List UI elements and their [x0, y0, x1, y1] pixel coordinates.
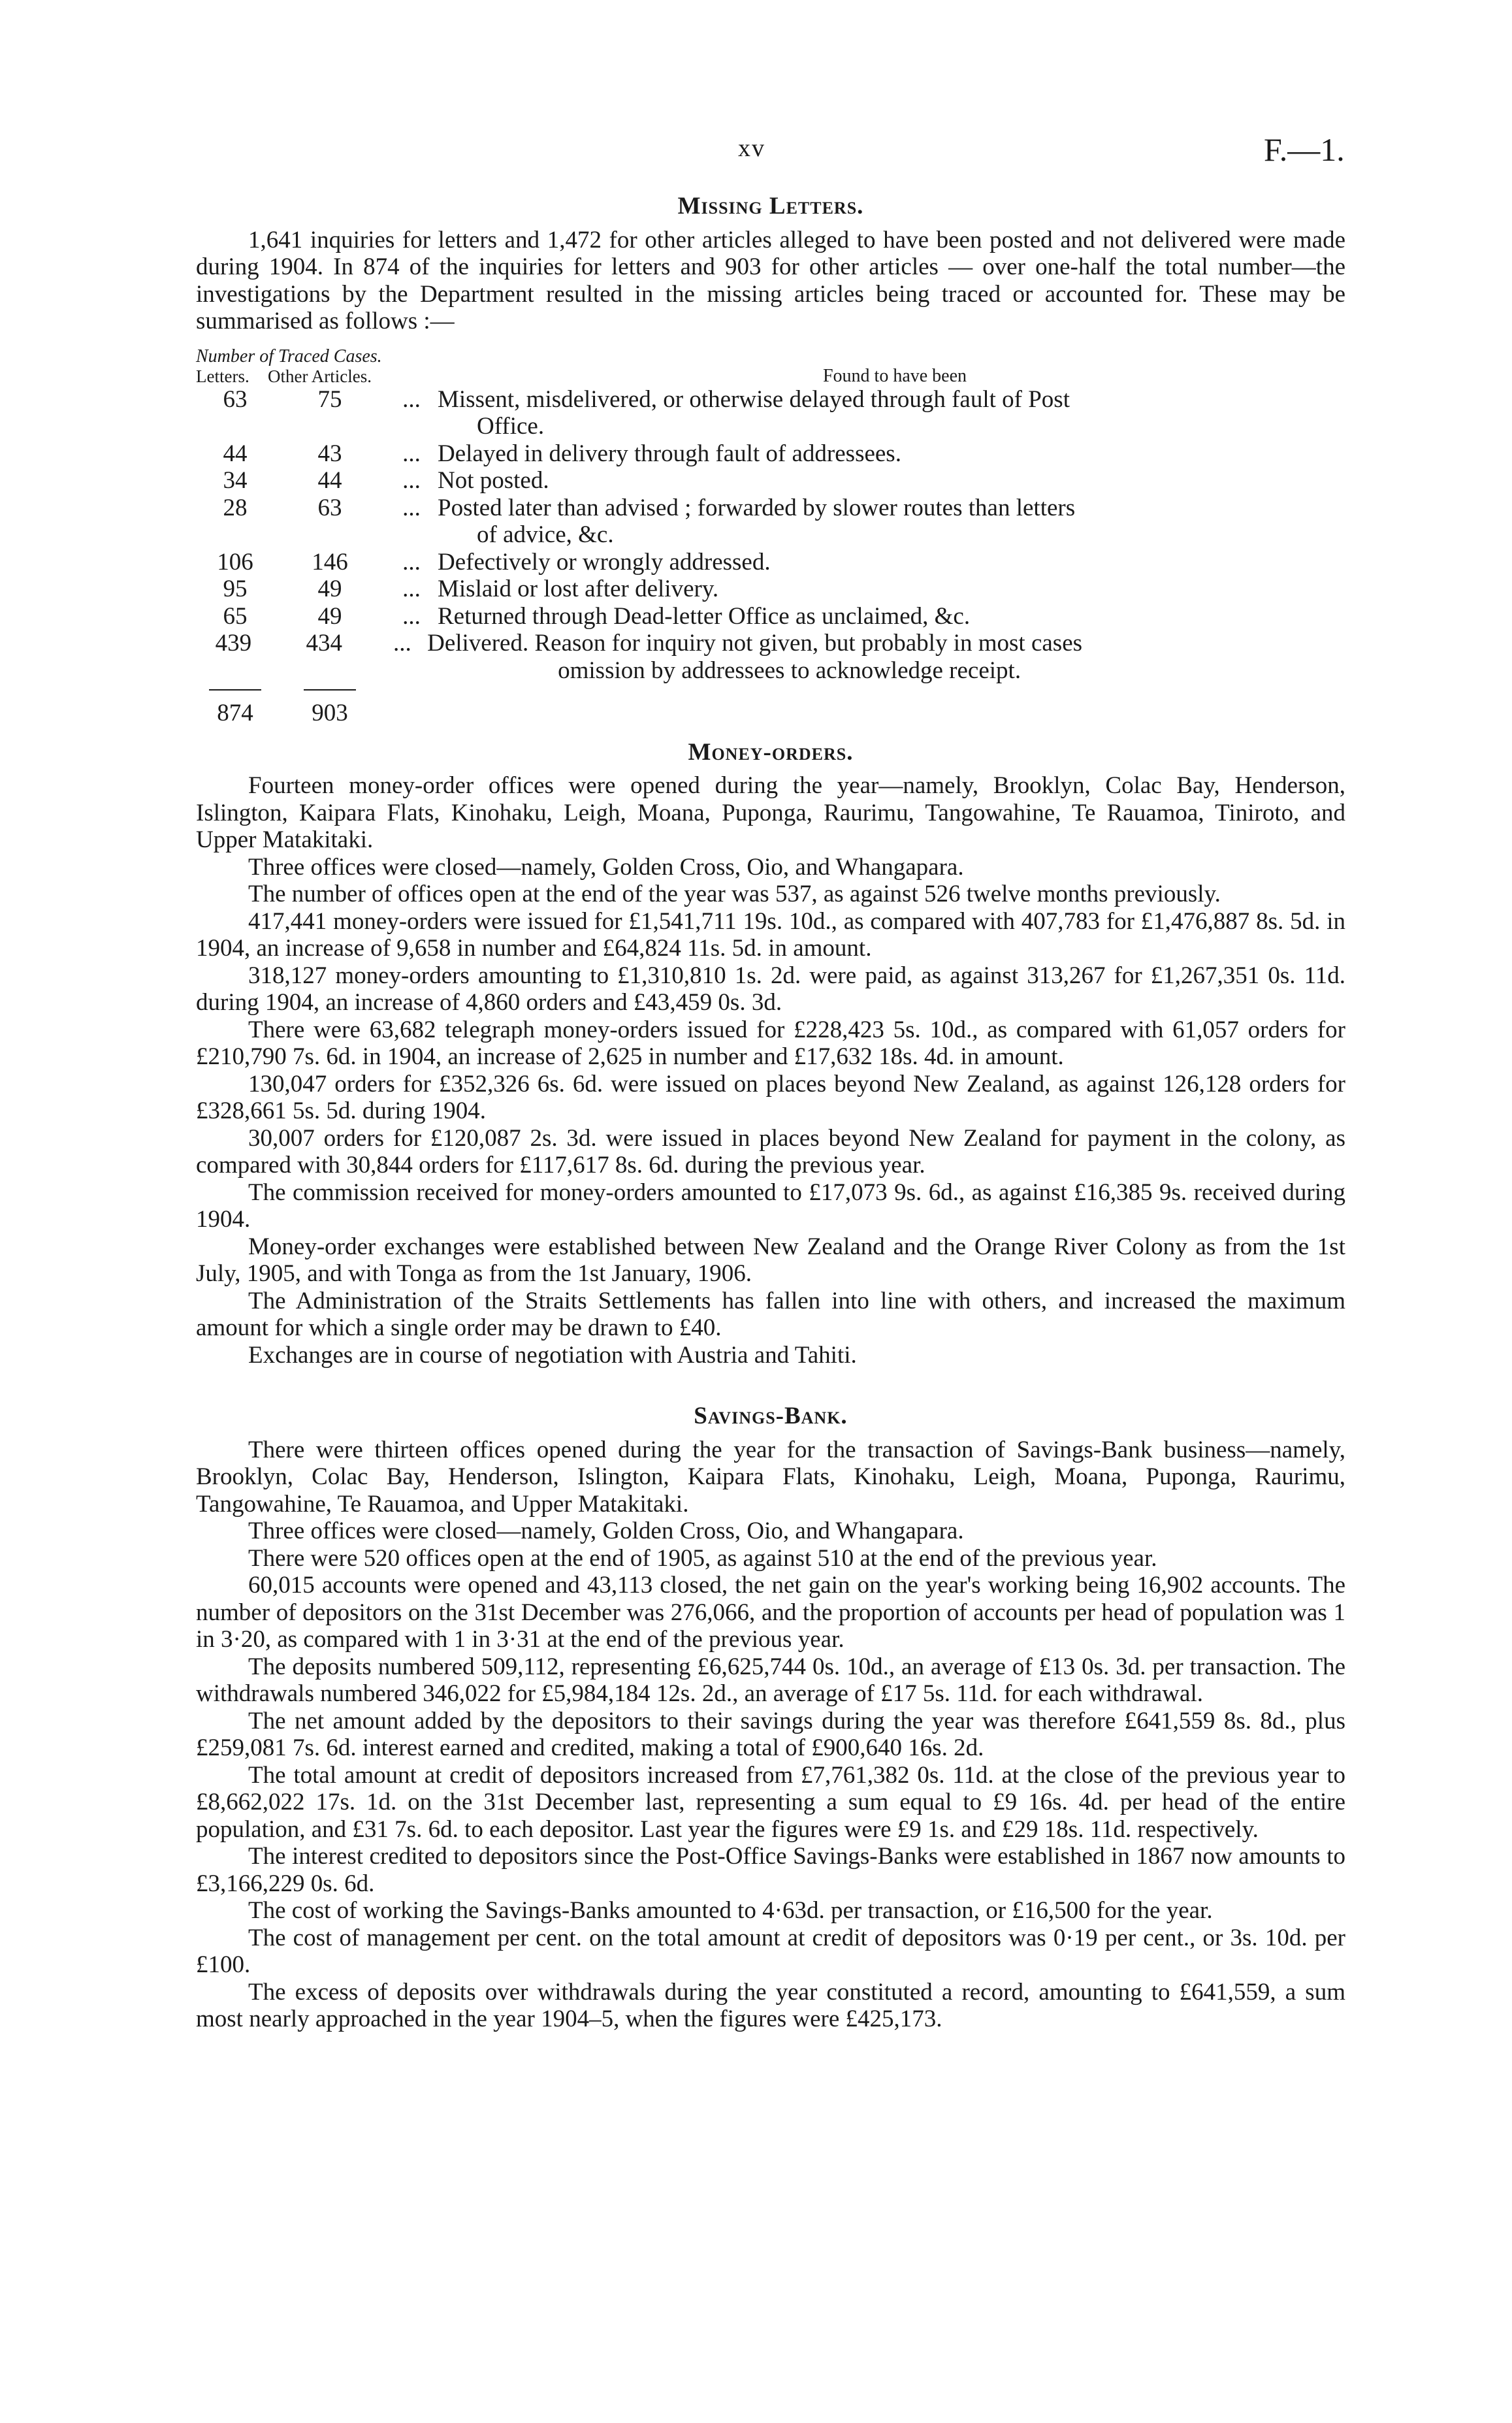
table-row	[196, 467, 1345, 495]
paragraph: Three offices were closed—namely, Golden Cross, Oio, and Whangapara.	[248, 1518, 964, 1544]
cell-other: 49	[317, 576, 342, 602]
paragraph: Exchanges are in course of negotiation with Austria and Tahiti.	[248, 1341, 857, 1369]
description-text: Delivered. Reason for inquiry not given, but probably in most cases	[427, 630, 1083, 657]
divider	[304, 689, 356, 691]
paragraph: 1,641 inquiries for letters and 1,472 for other articles alleged to have been posted and not delivered were made during 1904. In 874 of the inquiries for letters and 903 for other articles — over one-half the total number—the investigations by the Department resulted in the missing articles being traced or accounted for. These may be summarised as follows :—	[196, 226, 1345, 334]
column-header-letters: Letters.	[196, 366, 249, 386]
total-letters: 874	[217, 700, 253, 726]
paragraph: The Administration of the Straits Settlements has fallen into line with others, and increased the maximum amount for which a single order may be drawn to £40.	[196, 1287, 1345, 1341]
cell-other: 75	[317, 385, 342, 413]
description-continuation: Office.	[477, 413, 545, 440]
paragraph: 318,127 money-orders amounting to £1,310,810 1s. 2d. were paid, as against 313,267 for £1,267,351 0s. 11d. during 1904, an increase of 4,860 orders and £43,459 0s. 3d.	[196, 962, 1345, 1016]
table-row	[196, 630, 1345, 684]
cell-other: 434	[306, 630, 342, 657]
cell-other: 63	[317, 494, 342, 521]
paragraph: 60,015 accounts were opened and 43,113 closed, the net gain on the year's working being 16,902 accounts. The number of depositors on the 31st December was 276,066, and the proportion of accounts per head of population was 1 in 3·20, as compared with 1 in 3·31 at the end of the previous year.	[196, 1572, 1345, 1653]
description-text: Missent, misdelivered, or otherwise delayed through fault of Post	[438, 385, 1070, 413]
description-text: Not posted.	[438, 467, 549, 494]
paragraph: The cost of management per cent. on the total amount at credit of depositors was 0·19 per cent., or 3s. 10d. per £100.	[196, 1924, 1345, 1978]
paragraph: The excess of deposits over withdrawals during the year constituted a record, amounting to £641,559, a sum most nearly approached in the year 1904–5, when the figures were £425,173.	[196, 1978, 1345, 2032]
section-heading-savings-bank: Savings-Bank.	[694, 1403, 848, 1429]
description-text: Mislaid or lost after delivery.	[438, 576, 719, 602]
cell-description	[438, 603, 1300, 630]
leader-dots: ...	[402, 548, 421, 576]
cell-letters: 439	[215, 630, 252, 657]
document-code: F.—1.	[1264, 131, 1345, 168]
description-text: Defectively or wrongly addressed.	[438, 548, 771, 576]
cell-description	[438, 467, 1300, 495]
cell-other: 44	[317, 467, 342, 494]
paragraph: There were 520 offices open at the end of 1905, as against 510 at the end of the previous year.	[248, 1544, 1157, 1572]
description-continuation: omission by addressees to acknowledge receipt.	[558, 657, 1021, 684]
cell-description	[427, 630, 1345, 684]
section-heading-money-orders: Money-orders.	[688, 738, 854, 766]
description-continuation: of advice, &c.	[477, 521, 614, 548]
paragraph: The interest credited to depositors since the Post-Office Savings-Banks were established in 1867 now amounts to £3,166,229 0s. 6d.	[196, 1843, 1345, 1897]
cell-other: 43	[317, 440, 342, 467]
total-other-articles: 903	[312, 700, 348, 726]
missing-letters-section	[196, 193, 1345, 727]
paragraph: The commission received for money-orders amounted to £17,073 9s. 6d., as against £16,385 9s. received during 1904.	[196, 1179, 1345, 1233]
leader-dots: ...	[402, 576, 421, 602]
leader-dots: ...	[402, 494, 421, 521]
cell-description	[438, 440, 1300, 468]
section-heading-missing-letters: Missing Letters.	[677, 193, 864, 220]
cell-letters: 95	[223, 576, 248, 602]
cell-other: 146	[312, 548, 348, 576]
table-totals	[196, 700, 1345, 727]
paragraph: Money-order exchanges were established between New Zealand and the Orange River Colony as from the 1st July, 1905, and with Tonga as from the 1st January, 1906.	[196, 1233, 1345, 1287]
table-caption: Number of Traced Cases.	[196, 346, 382, 366]
leader-dots: ...	[393, 630, 411, 657]
description-text: Delayed in delivery through fault of addressees.	[438, 440, 901, 467]
cell-description	[438, 549, 1300, 576]
leader-dots: ...	[402, 385, 421, 413]
leader-dots: ...	[402, 602, 421, 630]
paragraph: Three offices were closed—namely, Golden Cross, Oio, and Whangapara.	[248, 853, 964, 881]
paragraph: The total amount at credit of depositors increased from £7,761,382 0s. 11d. at the close of the previous year to £8,662,022 17s. 1d. on the 31st December last, representing a sum equal to £9 16s. 4d. per head of the entire population, and £31 7s. 6d. to each depositor. Last year the figures were £9 1s. and £29 18s. 11d. respectively.	[196, 1761, 1345, 1843]
page-number: xv	[738, 135, 765, 162]
description-text: Posted later than advised ; forwarded by slower routes than letters	[438, 494, 1076, 521]
traced-cases-table	[196, 347, 1345, 727]
cell-description	[438, 576, 1300, 603]
paragraph: 417,441 money-orders were issued for £1,541,711 19s. 10d., as compared with 407,783 for £1,476,887 8s. 5d. in 1904, an increase of 9,658 in number and £64,824 11s. 5d. in amount.	[196, 907, 1345, 962]
paragraph: There were thirteen offices opened during the year for the transaction of Savings-Bank business—namely, Brooklyn, Colac Bay, Henderson, Islington, Kaipara Flats, Kinohaku, Leigh, Moana, Puponga, Raurimu, Tangowahine, Te Rauamoa, and Upper Matakitaki.	[196, 1436, 1345, 1518]
money-orders-section	[196, 739, 1345, 1369]
table-row	[196, 495, 1345, 549]
table-row	[196, 576, 1345, 603]
description-text: Returned through Dead-letter Office as unclaimed, &c.	[438, 602, 971, 630]
table-row	[196, 549, 1345, 576]
table-row	[196, 440, 1345, 468]
column-header-found: Found to have been	[822, 365, 967, 386]
table-row	[196, 603, 1345, 630]
cell-letters: 34	[223, 467, 248, 494]
cell-letters: 44	[223, 440, 248, 467]
paragraph: 30,007 orders for £120,087 2s. 3d. were issued in places beyond New Zealand for payment in the colony, as compared with 30,844 orders for £117,617 8s. 6d. during the previous year.	[196, 1124, 1345, 1179]
cell-description	[438, 386, 1300, 440]
cell-letters: 63	[223, 385, 248, 413]
cell-description	[438, 495, 1300, 549]
table-row	[196, 386, 1345, 440]
cell-letters: 106	[217, 548, 253, 576]
paragraph: The cost of working the Savings-Banks amounted to 4·63d. per transaction, or £16,500 for the year.	[248, 1897, 1213, 1924]
table-header	[196, 366, 1345, 386]
cell-letters: 28	[223, 494, 248, 521]
savings-bank-section	[196, 1403, 1345, 2033]
cell-other: 49	[317, 602, 342, 630]
divider	[209, 689, 261, 691]
paragraph: The number of offices open at the end of the year was 537, as against 526 twelve months previously.	[248, 881, 1221, 907]
leader-dots: ...	[402, 440, 421, 467]
leader-dots: ...	[402, 467, 421, 494]
total-rule	[196, 684, 1345, 696]
paragraph: There were 63,682 telegraph money-orders issued for £228,423 5s. 10d., as compared with 61,057 orders for £210,790 7s. 6d. in 1904, an increase of 2,625 in number and £17,632 18s. 4d. in amount.	[196, 1016, 1345, 1070]
paragraph: Fourteen money-order offices were opened during the year—namely, Brooklyn, Colac Bay, Henderson, Islington, Kaipara Flats, Kinohaku, Leigh, Moana, Puponga, Raurimu, Tangowahine, Te Rauamoa, Tiniroto, and Upper Matakitaki.	[196, 772, 1345, 853]
paragraph: 130,047 orders for £352,326 6s. 6d. were issued on places beyond New Zealand, as against 126,128 orders for £328,661 5s. 5d. during 1904.	[196, 1070, 1345, 1124]
column-header-other-articles: Other Articles.	[268, 366, 372, 386]
page-body	[196, 193, 1345, 2033]
paragraph: The net amount added by the depositors to their savings during the year was therefore £641,559 8s. 8d., plus £259,081 7s. 6d. interest earned and credited, making a total of £900,640 16s. 2d.	[196, 1707, 1345, 1761]
cell-letters: 65	[223, 602, 248, 630]
paragraph: The deposits numbered 509,112, representing £6,625,744 0s. 10d., an average of £13 0s. 3d. per transaction. The withdrawals numbered 346,022 for £5,984,184 12s. 2d., an average of £17 5s. 11d. for each withdrawal.	[196, 1653, 1345, 1707]
